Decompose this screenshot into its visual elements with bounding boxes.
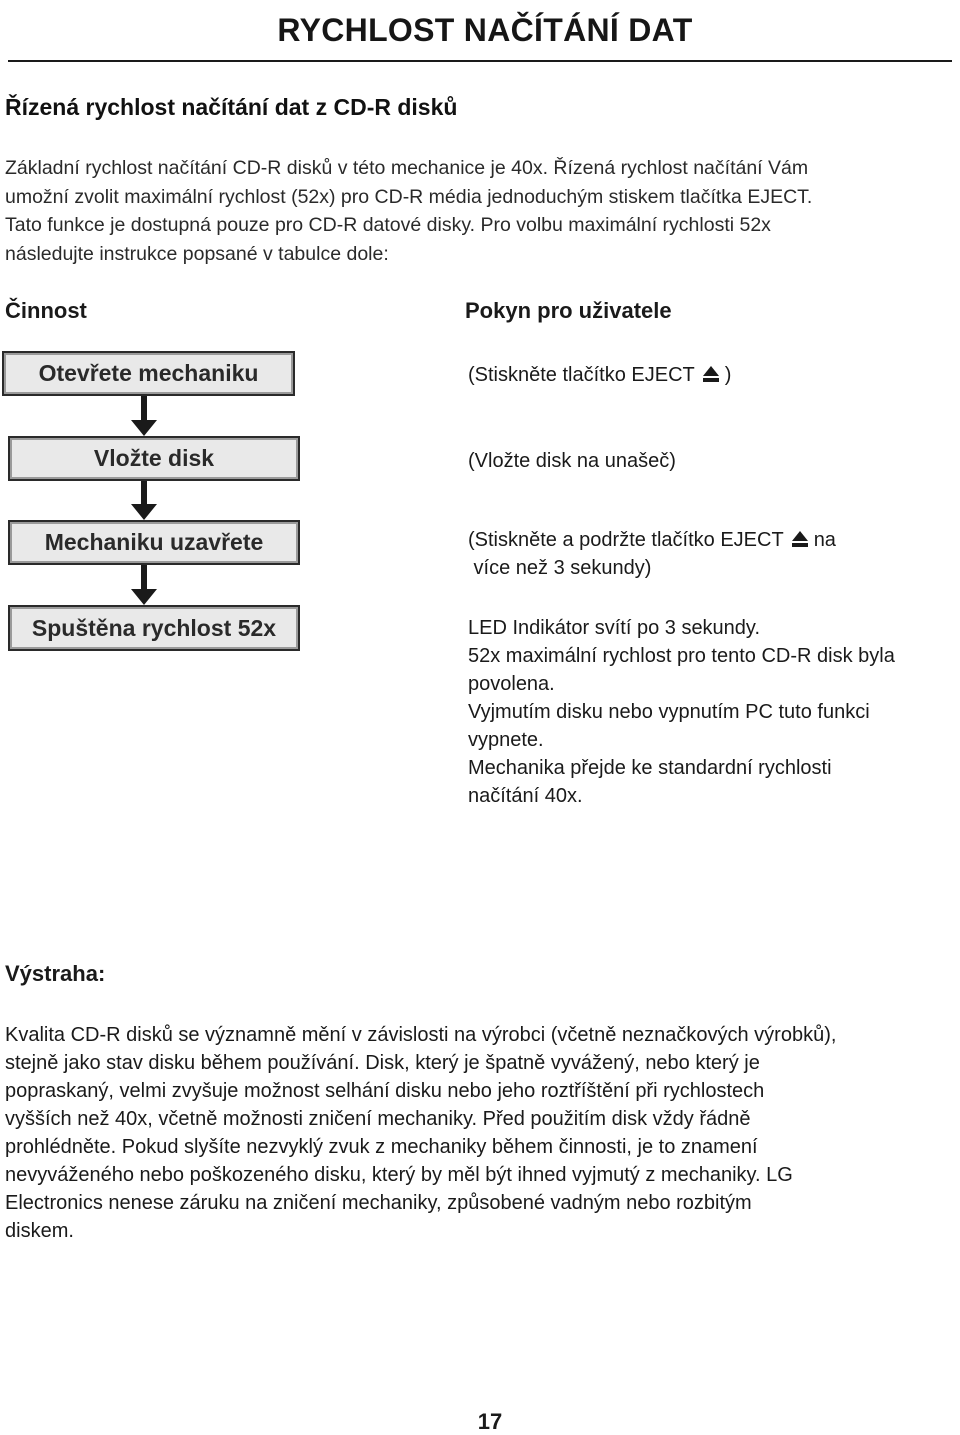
warning-line: diskem.: [5, 1220, 74, 1242]
instruction-speed-started: [468, 614, 895, 810]
instruction-text: na: [813, 529, 836, 551]
column-header-action: Činnost: [5, 298, 87, 323]
flow-step-close-drive: Mechaniku uzavřete: [8, 520, 300, 565]
warning-line: vyšších než 40x, včetně možnosti zničení mechaniky. Před použitím disk vždy řádně: [5, 1108, 751, 1130]
instruction-line: vypnete.: [468, 729, 544, 751]
flow-step-speed-started: Spuštěna rychlost 52x: [8, 605, 300, 651]
instruction-line: povolena.: [468, 673, 555, 695]
intro-line: Základní rychlost načítání CD-R disků v této mechanice je 40x. Řízená rychlost načítání Vám: [5, 157, 809, 179]
instruction-line: Mechanika přejde ke standardní rychlosti: [468, 757, 832, 779]
flow-step-open-drive: Otevřete mechaniku: [2, 351, 295, 396]
instruction-line: LED Indikátor svítí po 3 sekundy.: [468, 617, 761, 639]
instruction-line: načítání 40x.: [468, 785, 583, 807]
warning-line: Electronics nenese záruku na zničení mechaniky, způsobené vadným nebo rozbitým: [5, 1192, 752, 1214]
warning-heading: Výstraha:: [5, 961, 106, 986]
warning-line: popraskaný, velmi zvyšuje možnost selhání disku nebo jeho roztříštění při rychlostech: [5, 1080, 765, 1102]
title-divider: [8, 60, 952, 62]
page-title: RYCHLOST NAČÍTÁNÍ DAT: [277, 12, 693, 48]
instruction-insert-disk: (Vložte disk na unašeč): [468, 450, 676, 472]
intro-paragraph: [5, 154, 955, 268]
page-number: 17: [477, 1409, 503, 1434]
warning-line: Kvalita CD-R disků se významně mění v závislosti na výrobci (včetně neznačkových výrobků),: [5, 1024, 837, 1046]
column-header-instruction: Pokyn pro uživatele: [465, 298, 672, 323]
instruction-close-drive: [468, 526, 836, 582]
instruction-line: 52x maximální rychlost pro tento CD-R disk byla: [468, 645, 895, 667]
eject-icon: [792, 531, 808, 547]
instruction-text: (Stiskněte tlačítko EJECT: [468, 364, 695, 386]
arrow-down-icon: [131, 481, 157, 520]
instruction-line: Vyjmutím disku nebo vypnutím PC tuto funkci: [468, 701, 870, 723]
warning-line: stejně jako stav disku během používání. Disk, který je špatně vyvážený, nebo který je: [5, 1052, 760, 1074]
warning-line: nevyváženého nebo poškozeného disku, který by měl být ihned vyjmutý z mechaniky. LG: [5, 1164, 793, 1186]
intro-line: Tato funkce je dostupná pouze pro CD-R datové disky. Pro volbu maximální rychlosti 52x: [5, 214, 771, 236]
warning-paragraph: [5, 1021, 957, 1245]
intro-line: následujte instrukce popsané v tabulce dole:: [5, 242, 389, 265]
flow-step-insert-disk: Vložte disk: [8, 436, 300, 481]
warning-line: prohlédněte. Pokud slyšíte nezvyklý zvuk z mechaniky během činnosti, je to znamení: [5, 1136, 758, 1158]
arrow-down-icon: [131, 565, 157, 605]
intro-line: umožní zvolit maximální rychlost (52x) pro CD-R média jednoduchým stiskem tlačítka EJECT.: [5, 185, 813, 208]
section-heading: Řízená rychlost načítání dat z CD-R disků: [5, 94, 458, 120]
instruction-open-drive: [468, 361, 731, 389]
eject-icon: [703, 366, 719, 382]
instruction-text: (Stiskněte a podržte tlačítko EJECT: [468, 529, 784, 551]
instruction-text: ): [724, 364, 732, 386]
instruction-text: více než 3 sekundy): [468, 557, 652, 579]
arrow-down-icon: [131, 396, 157, 436]
